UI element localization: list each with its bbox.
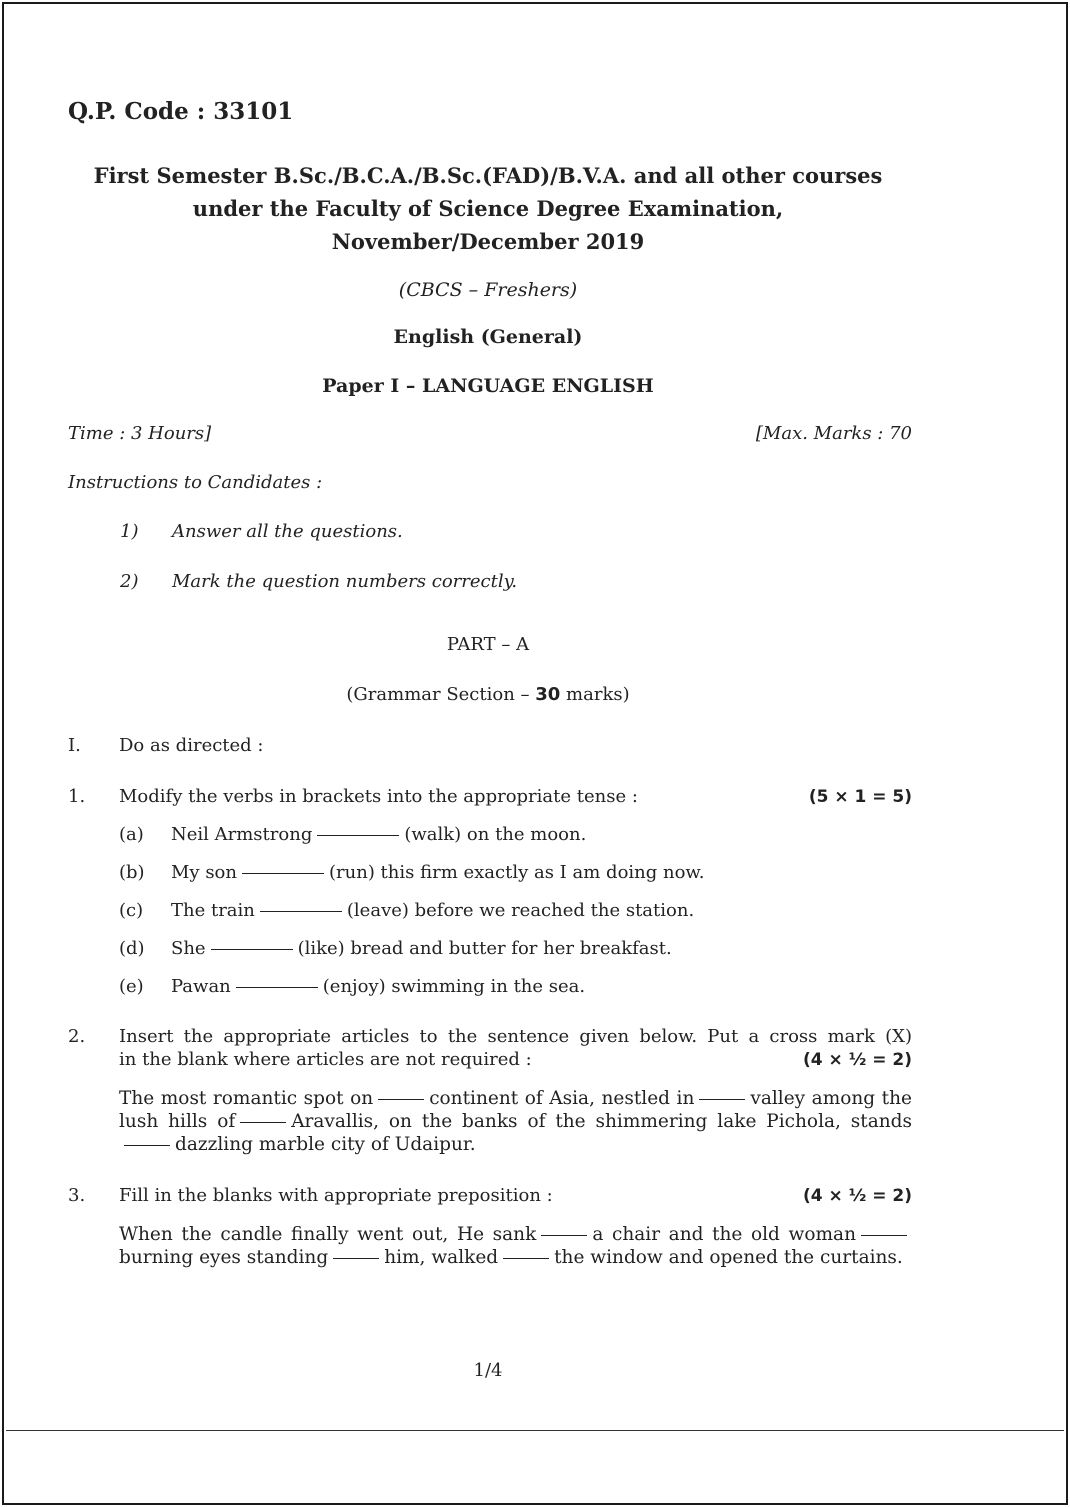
- sub-question-label: (b): [119, 862, 145, 883]
- answer-blank: [260, 911, 342, 912]
- instructions-heading: Instructions to Candidates :: [68, 472, 323, 493]
- answer-blank: [242, 873, 324, 874]
- answer-blank: [211, 949, 293, 950]
- answer-blank: [503, 1258, 549, 1259]
- passage-text: burning eyes standing: [119, 1247, 329, 1268]
- question-2-passage: [119, 1087, 912, 1156]
- section-heading-suffix: marks): [560, 684, 630, 705]
- section-number: I.: [68, 735, 81, 756]
- question-2-text: Insert the appropriate articles to the sentence given below. Put a cross mark (X): [119, 1026, 912, 1047]
- sub-question-label: (a): [119, 824, 144, 845]
- question-2-number: 2.: [68, 1026, 86, 1047]
- scheme: (CBCS – Freshers): [398, 279, 578, 301]
- page-number: 1/4: [473, 1360, 503, 1381]
- passage-text: When the candle finally went out, He sank: [119, 1224, 537, 1245]
- subject: English (General): [393, 326, 583, 348]
- sub-question: [171, 976, 585, 997]
- section-instruction: Do as directed :: [119, 735, 264, 756]
- passage-text: continent of Asia, nestled in: [429, 1088, 695, 1109]
- passage-text: the window and opened the curtains.: [554, 1247, 903, 1268]
- sub-question-label: (c): [119, 900, 144, 921]
- answer-blank: [541, 1235, 587, 1236]
- section-marks: 30: [535, 684, 561, 705]
- passage-text: The most romantic spot on: [119, 1088, 374, 1109]
- question-3-passage: [119, 1223, 912, 1269]
- question-3-number: 3.: [68, 1185, 86, 1206]
- question-1-number: 1.: [68, 786, 86, 807]
- answer-blank: [236, 987, 318, 988]
- answer-blank: [378, 1099, 424, 1100]
- answer-blank: [699, 1099, 745, 1100]
- time-label: Time : 3 Hours]: [68, 423, 212, 444]
- instruction-number: 1): [120, 521, 139, 542]
- instruction-text: Mark the question numbers correctly.: [172, 571, 518, 592]
- passage-text: dazzling marble city of Udaipur.: [175, 1134, 476, 1155]
- exam-title-line-2: under the Faculty of Science Degree Examination,: [192, 196, 784, 221]
- sub-question: [171, 938, 672, 959]
- exam-title-line-1: First Semester B.Sc./B.C.A./B.Sc.(FAD)/B.V.A. and all other courses: [93, 163, 883, 188]
- question-3-text: Fill in the blanks with appropriate preposition :: [119, 1185, 553, 1206]
- sub-question-lead: She: [171, 938, 206, 959]
- qp-code: Q.P. Code : 33101: [68, 98, 294, 125]
- instruction-number: 2): [120, 571, 139, 592]
- sub-question-lead: Pawan: [171, 976, 231, 997]
- sub-question: [171, 862, 704, 883]
- sub-question-lead: My son: [171, 862, 237, 883]
- sub-question-rest: (walk) on the moon.: [404, 824, 587, 845]
- passage-text: a chair and the old woman: [592, 1224, 856, 1245]
- sub-question-lead: The train: [171, 900, 255, 921]
- sub-question-rest: (enjoy) swimming in the sea.: [322, 976, 586, 997]
- answer-blank: [333, 1258, 379, 1259]
- question-2-text-continued: in the blank where articles are not required :: [119, 1049, 532, 1070]
- passage-text: valley among the lush hills of: [119, 1088, 912, 1132]
- part-label: PART – A: [446, 634, 530, 655]
- answer-blank: [317, 835, 399, 836]
- sub-question-label: (e): [119, 976, 144, 997]
- question-2-marks: (4 × ½ = 2): [803, 1050, 912, 1070]
- paper-title: Paper I – LANGUAGE ENGLISH: [322, 375, 654, 397]
- question-1-marks: (5 × 1 = 5): [808, 787, 912, 807]
- max-marks-label: [Max. Marks : 70: [755, 423, 912, 444]
- sub-question-rest: (like) bread and butter for her breakfast.: [297, 938, 672, 959]
- passage-text: Aravallis, on the banks of the shimmering lake Pichola, stands: [291, 1111, 912, 1132]
- section-heading-prefix: (Grammar Section –: [346, 684, 536, 705]
- question-1-text: Modify the verbs in brackets into the appropriate tense :: [119, 786, 638, 807]
- question-3-marks: (4 × ½ = 2): [803, 1186, 912, 1206]
- answer-blank: [124, 1145, 170, 1146]
- instruction-text: Answer all the questions.: [172, 521, 403, 542]
- sub-question-rest: (run) this firm exactly as I am doing now.: [329, 862, 705, 883]
- passage-text: him, walked: [384, 1247, 499, 1268]
- sub-question-rest: (leave) before we reached the station.: [346, 900, 695, 921]
- answer-blank: [861, 1235, 907, 1236]
- exam-title-line-3: November/December 2019: [331, 229, 645, 254]
- footer-rule: [6, 1430, 1064, 1431]
- sub-question-lead: Neil Armstrong: [171, 824, 313, 845]
- sub-question: [171, 900, 694, 921]
- sub-question: [171, 824, 586, 845]
- section-heading: [60, 684, 916, 705]
- sub-question-label: (d): [119, 938, 145, 959]
- answer-blank: [240, 1122, 286, 1123]
